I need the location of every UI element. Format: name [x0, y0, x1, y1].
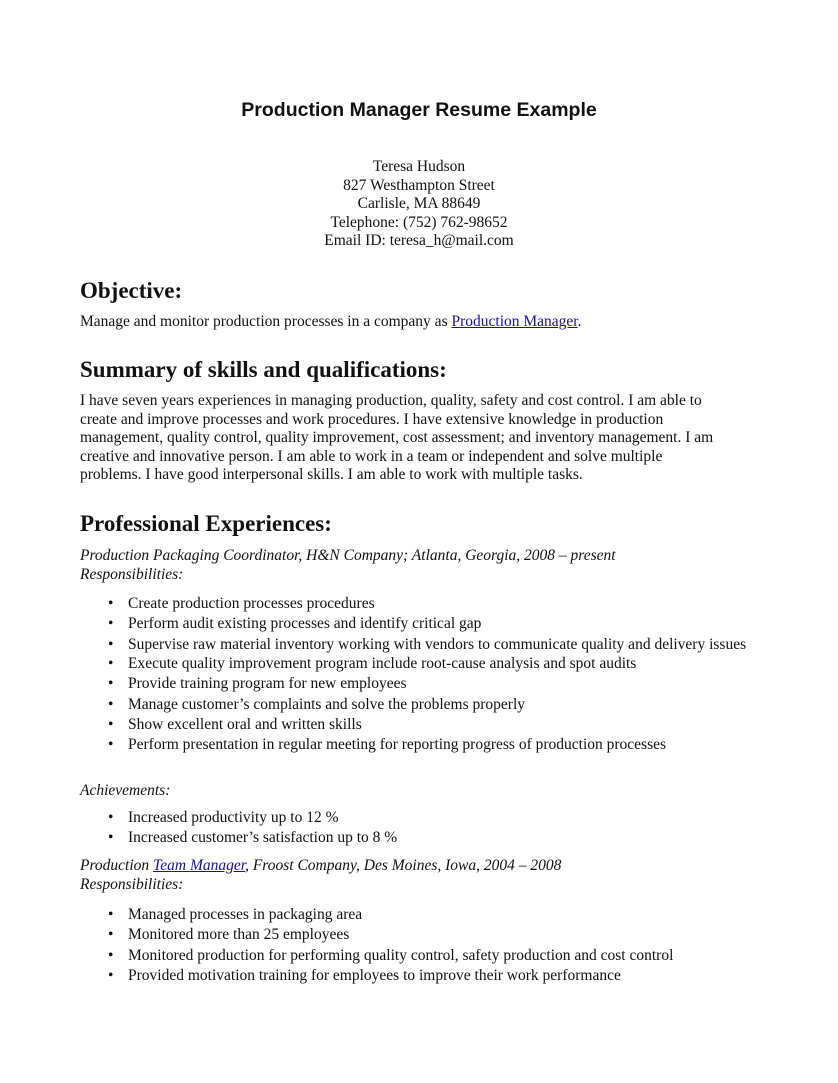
bullet-icon: •	[108, 809, 114, 826]
summary-line: problems. I have good interpersonal skills. I am able to work with multiple tasks.	[80, 466, 583, 484]
objective-text-before: Manage and monitor production processes in a company as	[80, 313, 452, 330]
bullet-icon: •	[108, 635, 114, 653]
contact-city: Carlisle, MA 88649	[357, 195, 481, 212]
list-item	[80, 654, 760, 674]
bullet-icon: •	[108, 946, 114, 964]
objective-text-after: .	[577, 313, 582, 330]
list-item	[80, 905, 760, 925]
experience-heading: Professional Experiences:	[80, 511, 332, 536]
list-item	[80, 614, 760, 634]
summary-line: I have seven years experiences in managing production, quality, safety and cost control. I am able to	[80, 392, 702, 409]
list-item-text: Create production processes procedures	[128, 595, 375, 612]
bullet-icon: •	[108, 655, 114, 673]
list-item-text: Managed processes in packaging area	[128, 906, 363, 923]
job1-header	[80, 547, 780, 584]
contact-name: Teresa Hudson	[372, 158, 466, 175]
summary-heading: Summary of skills and qualifications:	[80, 357, 447, 382]
list-item-text: Perform presentation in regular meeting for reporting progress of production processes	[128, 736, 667, 754]
summary-line: creative and innovative person. I am able to work in a team or independent and solve multiple	[80, 447, 663, 465]
contact-street: 827 Westhampton Street	[343, 176, 495, 194]
bullet-icon: •	[108, 675, 114, 693]
list-item-text: Provide training program for new employees	[128, 675, 407, 693]
job2-title-after: , Froost Company, Des Moines, Iowa, 2004 – 2008	[245, 857, 562, 874]
production-manager-link[interactable]: Production Manager	[451, 313, 578, 330]
bullet-icon: •	[108, 615, 114, 633]
list-item	[80, 828, 760, 848]
job2-responsibilities-label: Responsibilities:	[80, 875, 184, 893]
list-item-text: Monitored more than 25 employees	[128, 926, 350, 944]
list-item	[80, 966, 760, 986]
job1-responsibilities-list	[80, 594, 760, 756]
list-item-text: Perform audit existing processes and identify critical gap	[128, 615, 482, 633]
list-item-text: Monitored production for performing quality control, safety production and cost control	[128, 946, 674, 964]
bullet-icon: •	[108, 595, 114, 612]
list-item-text: Increased productivity up to 12 %	[128, 809, 339, 826]
list-item-text: Manage customer’s complaints and solve the problems properly	[128, 695, 526, 713]
page-title: Production Manager Resume Example	[241, 99, 597, 121]
contact-block	[0, 158, 838, 251]
objective-text	[80, 313, 760, 332]
bullet-icon: •	[108, 695, 114, 713]
list-item	[80, 635, 760, 655]
list-item	[80, 695, 760, 715]
list-item	[80, 946, 760, 966]
list-item-text: Provided motivation training for employees to improve their work performance	[128, 966, 621, 984]
job2-responsibilities-list	[80, 905, 760, 986]
list-item	[80, 735, 760, 755]
job2-title	[80, 857, 780, 876]
bullet-icon: •	[108, 926, 114, 944]
list-item	[80, 925, 760, 945]
list-item	[80, 715, 760, 735]
job2-title-before: Production	[80, 857, 154, 874]
summary-paragraph	[80, 392, 760, 485]
job1-achievements-label: Achievements:	[80, 782, 171, 799]
list-item	[80, 594, 760, 614]
team-manager-link[interactable]: Team Manager	[153, 857, 246, 874]
bullet-icon: •	[108, 736, 114, 754]
bullet-icon: •	[108, 715, 114, 733]
list-item-text: Execute quality improvement program include root-cause analysis and spot audits	[128, 655, 637, 673]
contact-email: Email ID: teresa_h@mail.com	[324, 232, 514, 249]
list-item-text: Show excellent oral and written skills	[128, 715, 362, 733]
job1-title: Production Packaging Coordinator, H&N Company; Atlanta, Georgia, 2008 – present	[80, 547, 616, 564]
bullet-icon: •	[108, 966, 114, 984]
list-item	[80, 808, 760, 828]
objective-heading: Objective:	[80, 278, 183, 303]
bullet-icon: •	[108, 829, 114, 847]
list-item-text: Supervise raw material inventory working with vendors to communicate quality and delivery issues	[128, 635, 747, 653]
summary-line: management, quality control, quality improvement, cost assessment; and inventory management. I am	[80, 429, 714, 447]
list-item-text: Increased customer’s satisfaction up to 8 %	[128, 829, 398, 847]
list-item	[80, 674, 760, 694]
bullet-icon: •	[108, 906, 114, 923]
contact-phone: Telephone: (752) 762-98652	[330, 213, 508, 231]
job2-header	[80, 857, 780, 894]
job1-achievements-list	[80, 808, 760, 849]
job1-responsibilities-label: Responsibilities:	[80, 565, 184, 583]
summary-line: create and improve processes and work procedures. I have extensive knowledge in production	[80, 410, 664, 428]
